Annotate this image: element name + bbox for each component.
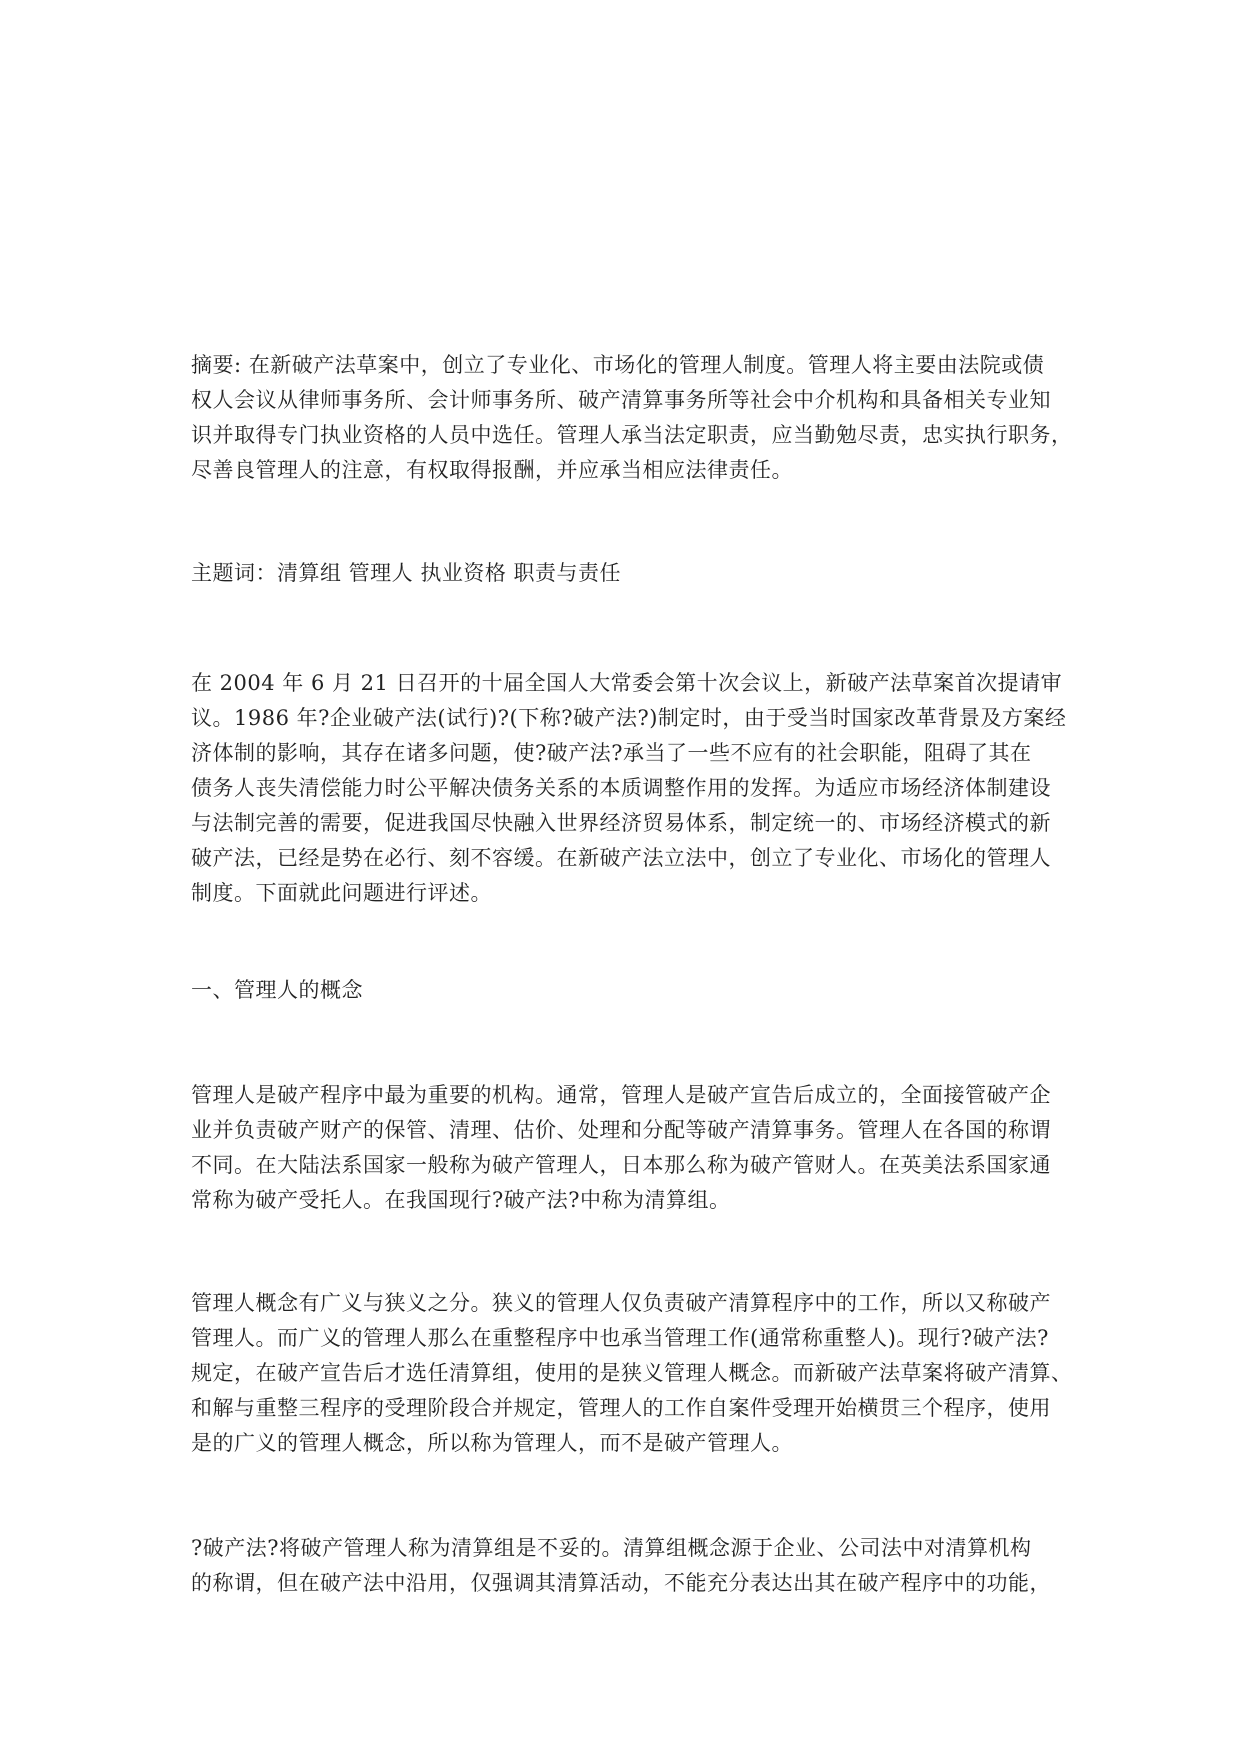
broad-narrow-line: 和解与重整三程序的受理阶段合并规定，管理人的工作自案件受理开始横贯三个程序，使用 [191, 1396, 1051, 1420]
intro-line: 制度。下面就此问题进行评述。 [191, 881, 492, 905]
broad-narrow-line: 管理人。而广义的管理人那么在重整程序中也承当管理工作(通常称重整人)。现行?破产法? [191, 1326, 1049, 1350]
intro-paragraph [191, 666, 1071, 911]
liquidation-group-line: ?破产法?将破产管理人称为清算组是不妥的。清算组概念源于企业、公司法中对清算机构 [191, 1536, 1032, 1560]
abstract-line: 摘要: 在新破产法草案中，创立了专业化、市场化的管理人制度。管理人将主要由法院或债 [191, 353, 1045, 377]
intro-line: 破产法，已经是势在必行、刻不容缓。在新破产法立法中，创立了专业化、市场化的管理人 [191, 846, 1051, 870]
concept-line: 不同。在大陆法系国家一般称为破产管理人，日本那么称为破产管财人。在英美法系国家通 [191, 1153, 1051, 1177]
liquidation-group-line: 的称谓，但在破产法中沿用，仅强调其清算活动，不能充分表达出其在破产程序中的功能， [191, 1571, 1051, 1595]
abstract-line: 权人会议从律师事务所、会计师事务所、破产清算事务所等社会中介机构和具备相关专业知 [191, 388, 1051, 412]
liquidation-group-paragraph [191, 1531, 1071, 1601]
intro-line: 议。1986 年?企业破产法(试行)?(下称?破产法?)制定时，由于受当时国家改革背景及方案经 [191, 706, 1067, 730]
keywords-line: 主题词：清算组 管理人 执业资格 职责与责任 [191, 561, 622, 585]
section-heading [191, 973, 1071, 1008]
abstract-line: 识并取得专门执业资格的人员中选任。管理人承当法定职责，应当勤勉尽责，忠实执行职务， [191, 423, 1073, 447]
abstract-line: 尽善良管理人的注意，有权取得报酬，并应承当相应法律责任。 [191, 458, 793, 482]
concept-line: 业并负责破产财产的保管、清理、估价、处理和分配等破产清算事务。管理人在各国的称谓 [191, 1118, 1051, 1142]
keywords-paragraph [191, 556, 1071, 591]
broad-narrow-line: 是的广义的管理人概念，所以称为管理人，而不是破产管理人。 [191, 1431, 793, 1455]
broad-narrow-line: 规定，在破产宣告后才选任清算组，使用的是狭义管理人概念。而新破产法草案将破产清算、 [191, 1361, 1073, 1385]
intro-line: 在 2004 年 6 月 21 日召开的十届全国人大常委会第十次会议上，新破产法草案首次提请审 [191, 671, 1063, 695]
intro-line: 与法制完善的需要，促进我国尽快融入世界经济贸易体系，制定统一的、市场经济模式的新 [191, 811, 1051, 835]
intro-line: 债务人丧失清偿能力时公平解决债务关系的本质调整作用的发挥。为适应市场经济体制建设 [191, 776, 1051, 800]
section-heading-line: 一、管理人的概念 [191, 978, 363, 1002]
broad-narrow-line: 管理人概念有广义与狭义之分。狭义的管理人仅负责破产清算程序中的工作，所以又称破产 [191, 1291, 1051, 1315]
intro-line: 济体制的影响，其存在诸多问题，使?破产法?承当了一些不应有的社会职能，阻碍了其在 [191, 741, 1032, 765]
concept-line: 常称为破产受托人。在我国现行?破产法?中称为清算组。 [191, 1188, 731, 1212]
abstract-paragraph [191, 348, 1071, 488]
concept-paragraph [191, 1078, 1071, 1218]
broad-narrow-paragraph [191, 1286, 1071, 1461]
concept-line: 管理人是破产程序中最为重要的机构。通常，管理人是破产宣告后成立的，全面接管破产企 [191, 1083, 1051, 1107]
